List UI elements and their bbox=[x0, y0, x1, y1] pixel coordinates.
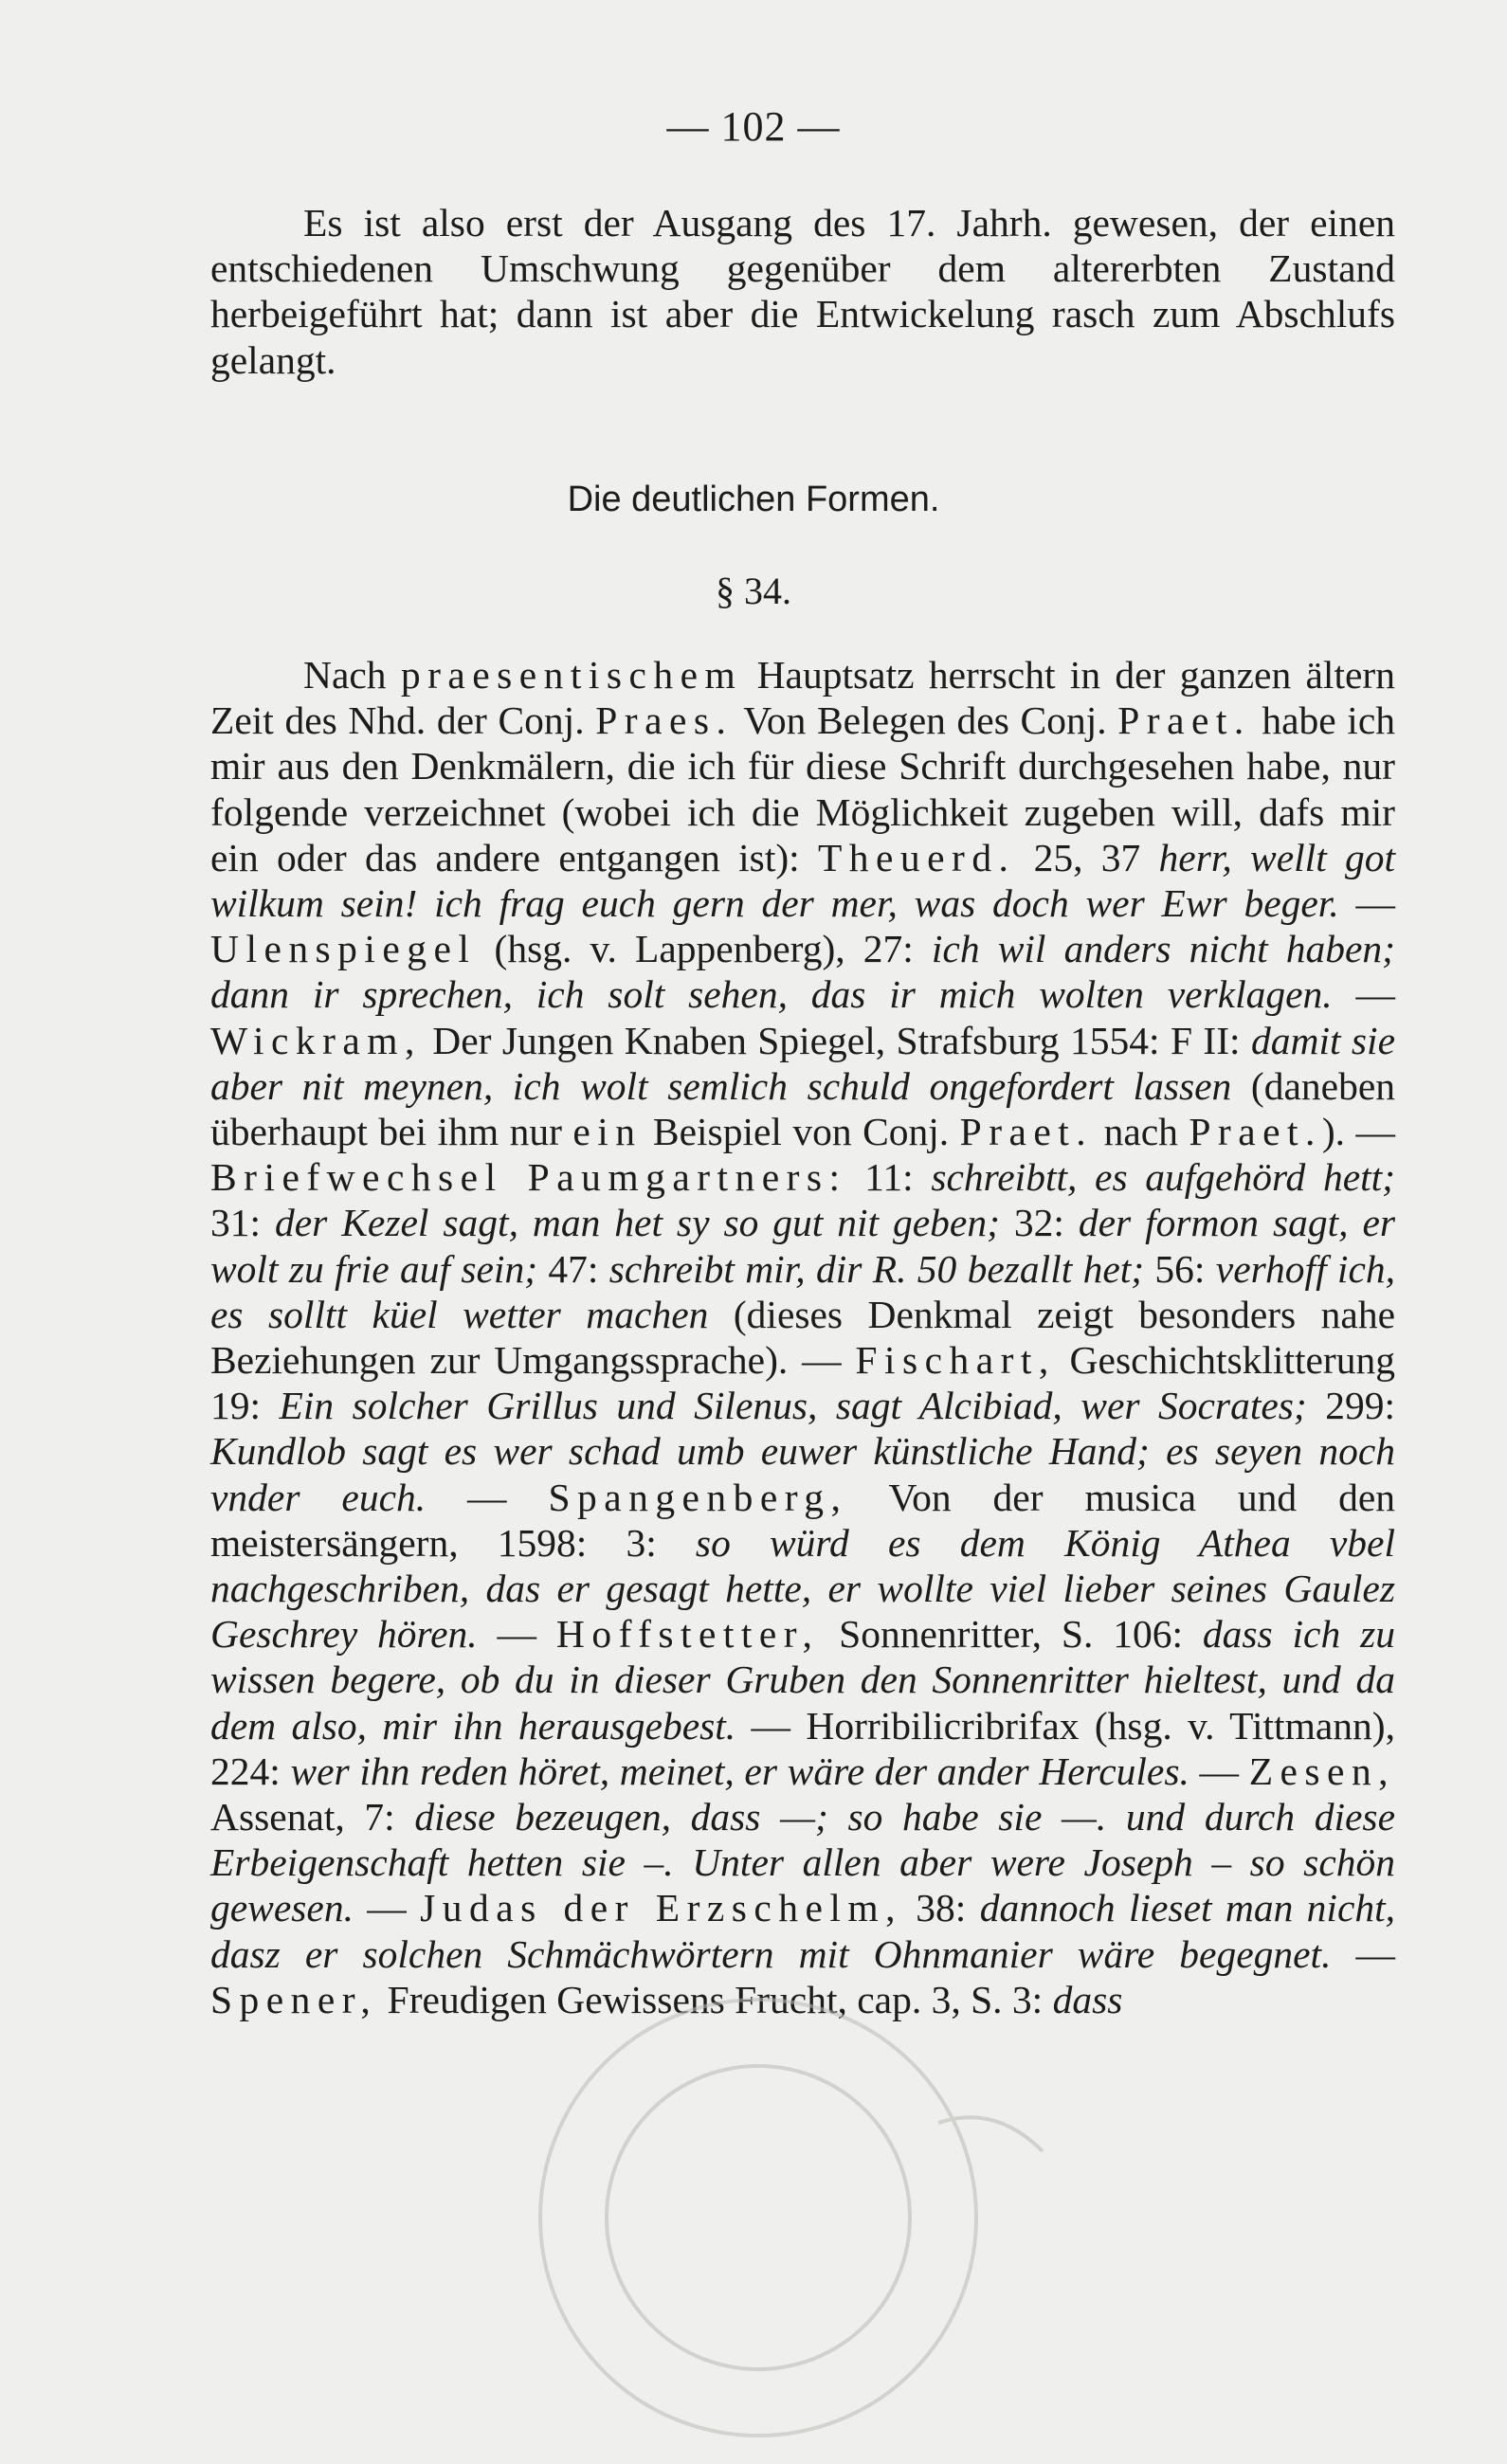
spaced-text-run: Ulenspiegel bbox=[210, 927, 477, 971]
text-run: Sonnenritter, S. 106: bbox=[819, 1612, 1203, 1657]
page-number-header: — 102 — bbox=[666, 103, 841, 150]
text-run: Von Belegen des Conj. bbox=[733, 698, 1118, 743]
section-heading: Die deutlichen Formen. bbox=[567, 480, 940, 519]
intro-paragraph: Es ist also erst der Ausgang des 17. Jahrh. gewesen, der einen entschiedenen Umschwung gegenüber dem altererbten Zustand herbeigeführt hat; dann ist aber die Entwickelung rasch zum Abschlufs gelangt. bbox=[210, 201, 1395, 382]
spaced-text-run: Praet. bbox=[959, 1110, 1094, 1154]
text-run: — bbox=[1189, 1748, 1249, 1793]
italic-quote-run: schreibt mir, dir R. 50 bezallt het; bbox=[608, 1246, 1145, 1291]
text-run: (dieses Denkmal zeigt besonders nahe Beziehungen zur Umgangssprache). — bbox=[210, 1292, 1396, 1383]
text-run: nach bbox=[1093, 1110, 1189, 1154]
text-run: 47: bbox=[537, 1246, 609, 1291]
text-run: ). — bbox=[1321, 1110, 1395, 1154]
text-run: Freudigen Gewissens Frucht, cap. 3, S. 3: bbox=[377, 1977, 1053, 2021]
spaced-text-run: ein bbox=[572, 1110, 643, 1154]
italic-quote-run: diese bezeugen, dass —; so habe sie —. und durch diese Erbeigenschaft hetten sie –. Unter allen aber were Joseph – so schön gewesen. bbox=[210, 1795, 1396, 1930]
italic-quote-run: dass ich zu wissen begere, ob du in dieser Gruben den Sonnenritter hieltest, und da dem also, mir ihn herausgebest. bbox=[210, 1612, 1395, 1748]
italic-quote-run: verhoff ich, es solltt küel wetter machen bbox=[210, 1246, 1395, 1336]
spaced-text-run: Praet. bbox=[1189, 1110, 1322, 1154]
text-run: Der Jungen Knaben Spiegel, Strafsburg 1554: F II: bbox=[421, 1018, 1251, 1062]
text-run: Assenat, 7: bbox=[210, 1795, 415, 1839]
italic-quote-run: dannoch lieset man nicht, dasz er solchen Schmächwörtern mit Ohnmanier wäre begegnet. bbox=[210, 1886, 1396, 1976]
text-run: Geschichtsklitterung 19: bbox=[210, 1338, 1396, 1428]
spaced-text-run: Praet. bbox=[1117, 698, 1251, 743]
spaced-text-run: Hoffstetter, bbox=[555, 1612, 820, 1657]
spaced-text-run: Theuerd. bbox=[817, 835, 1016, 879]
text-run: Beispiel von Conj. bbox=[642, 1110, 960, 1154]
spaced-text-run: Fischart, bbox=[855, 1338, 1056, 1383]
text-run: (daneben überhaupt bei ihm nur bbox=[210, 1063, 1395, 1154]
italic-quote-run: ich wil anders nicht haben; dann ir sprechen, ich solt sehen, das ir mich wolten verklagen. bbox=[210, 927, 1395, 1017]
text-run: 38: bbox=[901, 1886, 980, 1930]
italic-quote-run: Ein solcher Grillus und Silenus, sagt Alcibiad, wer Socrates; bbox=[279, 1384, 1307, 1428]
italic-quote-run: der Kezel sagt, man het sy so gut nit geben; bbox=[274, 1201, 1000, 1245]
spaced-text-run: Judas der Erzschelm, bbox=[420, 1886, 902, 1930]
text-run: 32: bbox=[999, 1201, 1079, 1245]
text-run: Hauptsatz herrscht in der ganzen ältern Zeit des Nhd. der Conj. bbox=[210, 653, 1395, 743]
text-run: — bbox=[1332, 972, 1396, 1017]
italic-quote-run: der formon sagt, er wolt zu frie auf sein; bbox=[210, 1201, 1396, 1291]
text-run: 299: bbox=[1306, 1384, 1396, 1428]
text-run: — bbox=[1331, 1931, 1396, 1976]
spaced-text-run: praesentischem bbox=[400, 653, 743, 697]
italic-quote-run: schreibtt, es aufgehörd hett; bbox=[931, 1155, 1395, 1200]
spaced-text-run: Wickram, bbox=[210, 1018, 422, 1062]
text-run: Nach bbox=[303, 653, 401, 697]
italic-quote-run: so würd es dem König Athea vbel nachgeschriben, das er gesagt hette, er wollte viel lieber seines Gaulez Geschrey hören. bbox=[210, 1520, 1395, 1657]
text-run: 25, 37 bbox=[1015, 835, 1159, 879]
italic-quote-run: Kundlob sagt es wer schad umb euwer künstliche Hand; es seyen noch vnder euch. bbox=[210, 1429, 1395, 1519]
italic-quote-run: herr, wellt got wilkum sein! ich frag euch gern der mer, was doch wer Ewr beger. bbox=[210, 835, 1396, 926]
spaced-text-run: Zesen, bbox=[1248, 1748, 1396, 1793]
text-run: — bbox=[426, 1475, 549, 1519]
italic-quote-run: dass bbox=[1052, 1977, 1123, 2021]
text-run: 56: bbox=[1144, 1246, 1216, 1291]
text-run: — bbox=[1338, 881, 1396, 926]
text-run: 31: bbox=[210, 1201, 275, 1245]
spaced-text-run: Spener, bbox=[210, 1977, 378, 2021]
main-paragraph bbox=[210, 652, 1395, 2022]
text-run: — bbox=[477, 1612, 556, 1657]
text-run: — bbox=[353, 1886, 421, 1930]
section-number: § 34. bbox=[716, 570, 791, 612]
spaced-text-run: Briefwechsel Paumgartners: bbox=[210, 1155, 847, 1200]
spaced-text-run: Spangenberg, bbox=[548, 1475, 848, 1519]
spaced-text-run: Praes. bbox=[595, 698, 734, 743]
text-run: — Horribilicribrifax (hsg. v. Tittmann), 224: bbox=[210, 1703, 1395, 1793]
text-run: Von der musica und den meistersängern, 1598: 3: bbox=[210, 1475, 1395, 1565]
italic-quote-run: wer ihn reden höret, meinet, er wäre der ander Hercules. bbox=[290, 1748, 1189, 1793]
library-stamp-watermark bbox=[445, 1971, 1204, 2464]
italic-quote-run: damit sie aber nit meynen, ich wolt semlich schuld ongefordert lassen bbox=[210, 1018, 1395, 1108]
text-run: habe ich mir aus den Denkmälern, die ich für diese Schrift durchgesehen habe, nur folgende verzeichnet (wobei ich die Möglichkeit zugeben will, dafs mir ein oder das andere entgangen ist): bbox=[210, 698, 1396, 879]
text-run: (hsg. v. Lappenberg), 27: bbox=[476, 927, 932, 971]
text-run: 11: bbox=[846, 1155, 932, 1200]
